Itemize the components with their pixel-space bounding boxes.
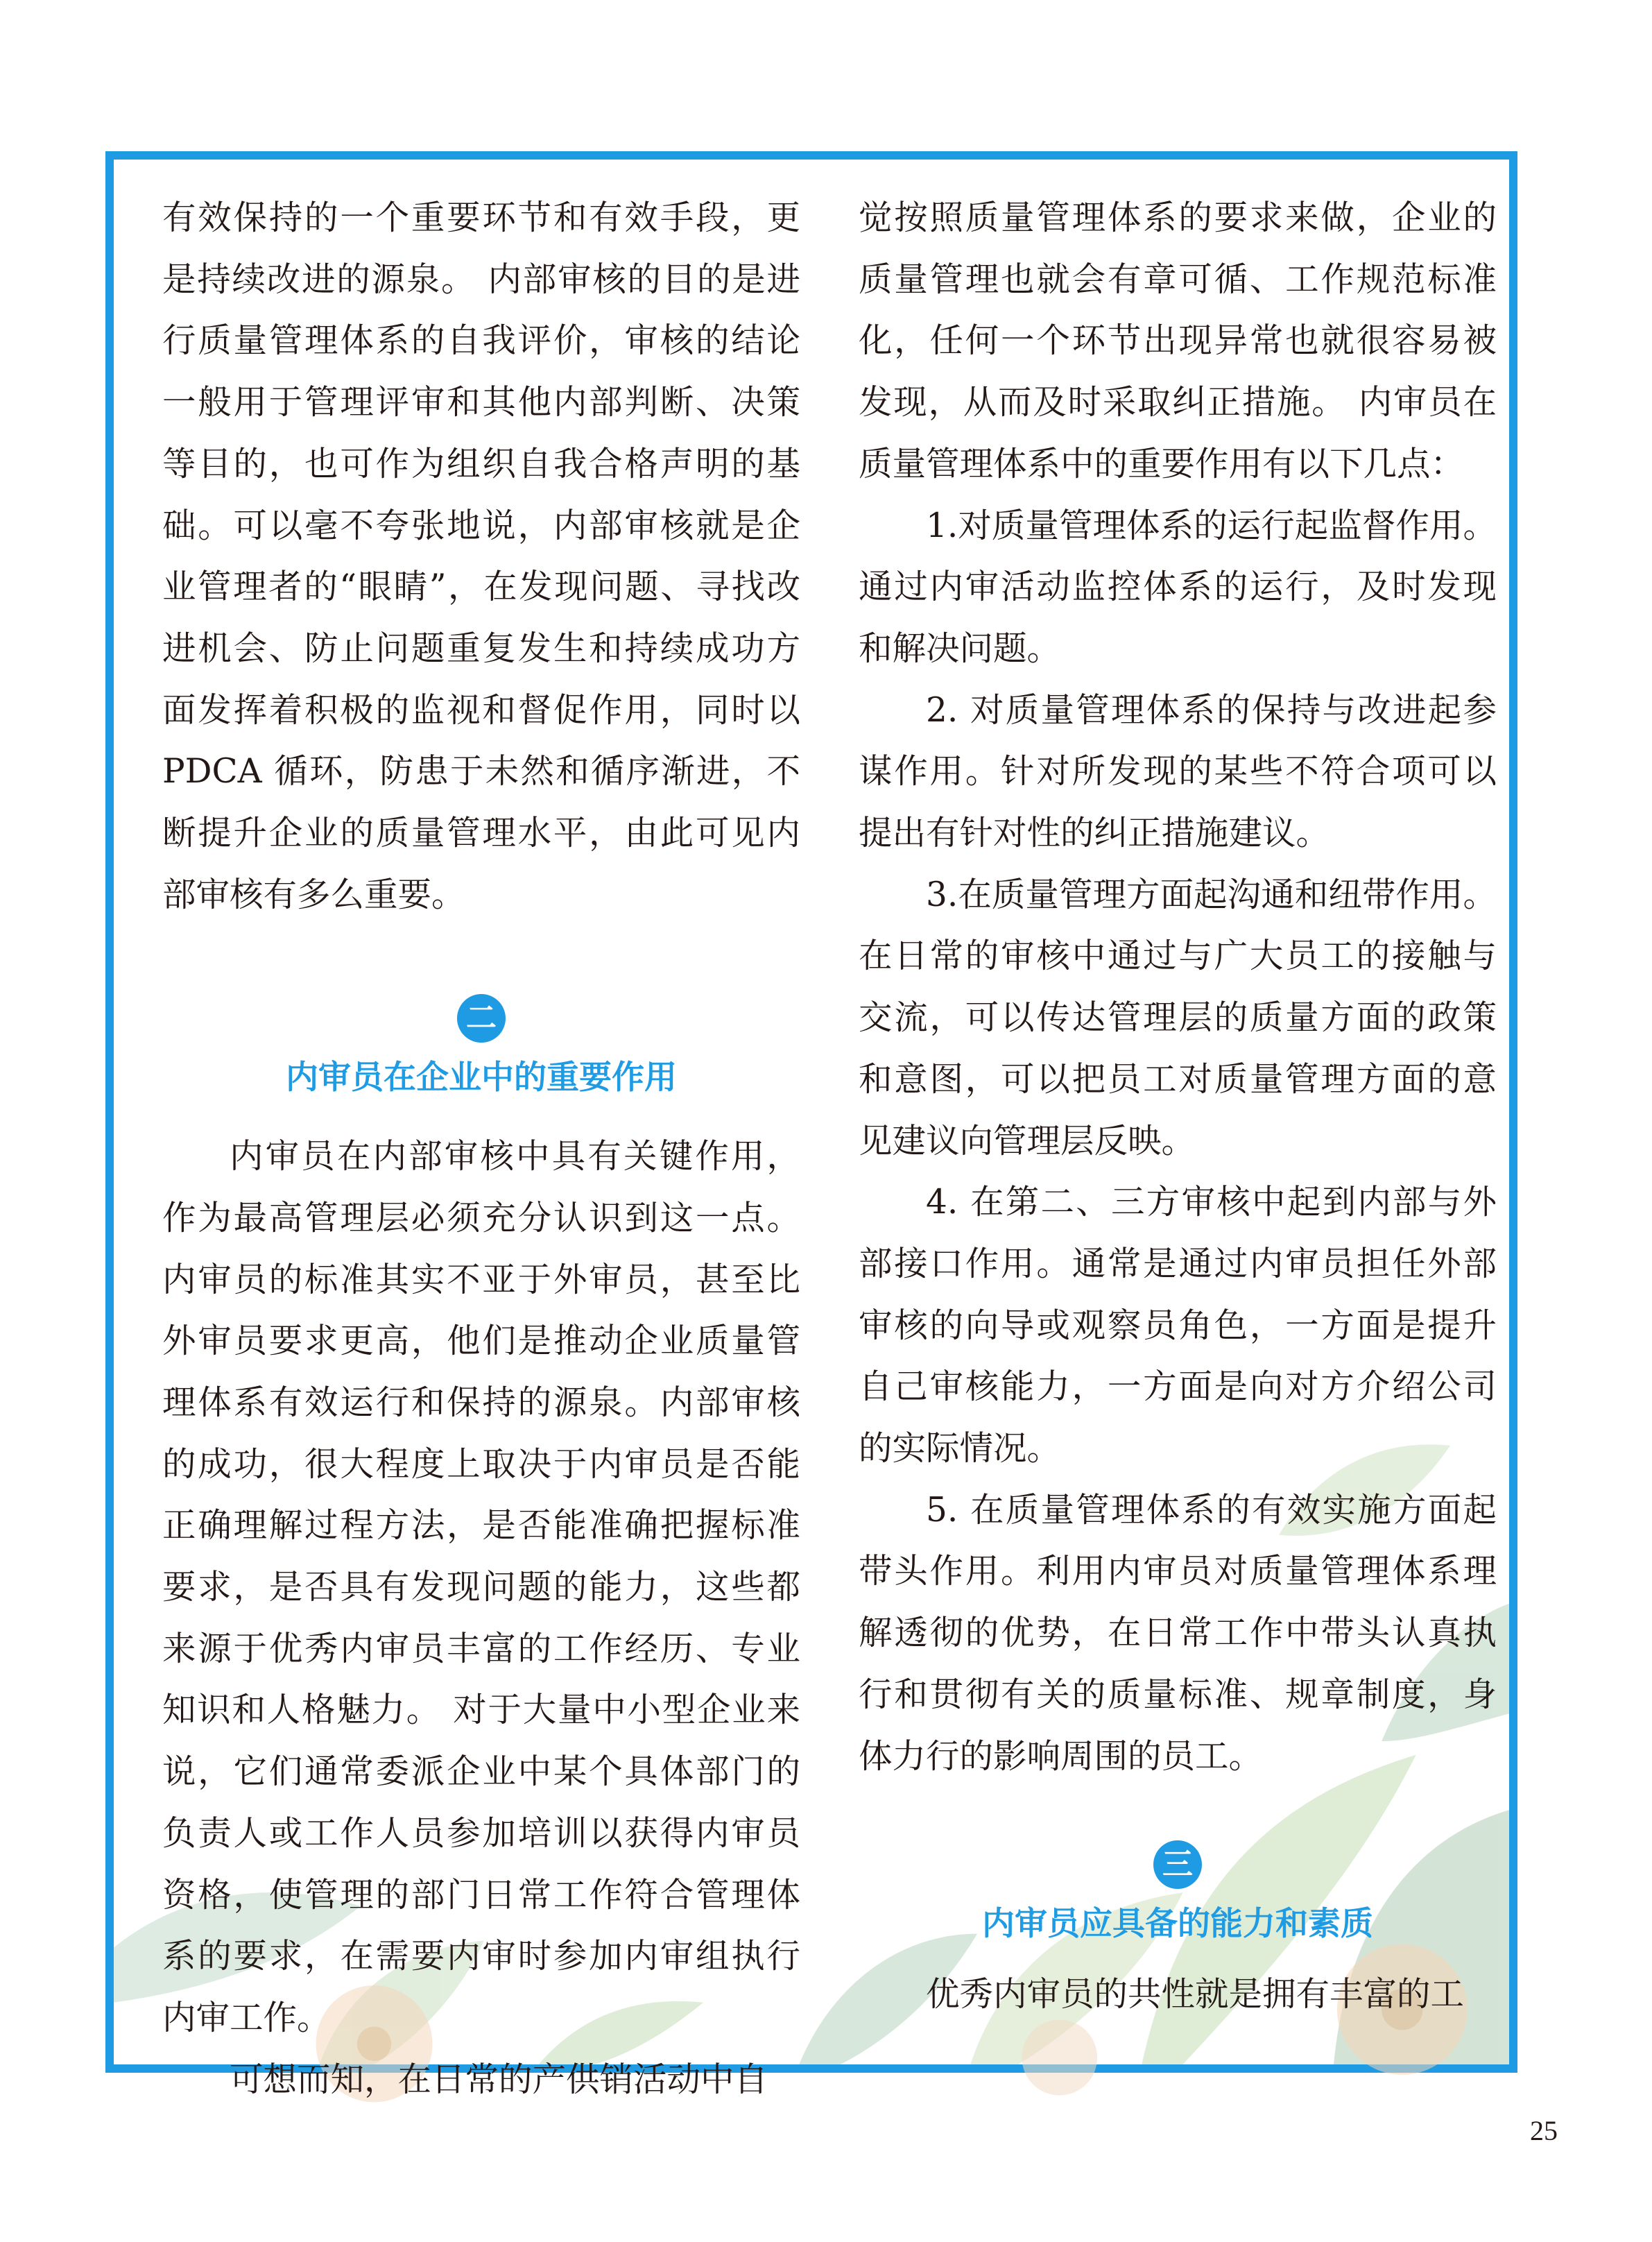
section-title: 内审员在企业中的重要作用 xyxy=(286,1059,677,1097)
section-number-badge: 二 xyxy=(457,994,506,1043)
paragraph: 可想而知，在日常的产供销活动中自 xyxy=(230,2060,768,2099)
section-heading xyxy=(859,1833,1497,1956)
list-item: 4. 在第二、三方审核中起到内部与外部接口作用。通常是通过内审员担任外部审核的向导或观察员角色，一方面是提升自己审核能力，一方面是向对方介绍公司的实际情况。 xyxy=(859,1183,1497,1469)
list-item: 3.在质量管理方面起沟通和纽带作用。在日常的审核中通过与广大员工的接触与交流，可以传达管理层的质量方面的政策和意图，可以把员工对质量管理方面的意见建议向管理层反映。 xyxy=(859,875,1497,1161)
section-number-badge: 三 xyxy=(1153,1840,1202,1889)
paragraph: 优秀内审员的共性就是拥有丰富的工 xyxy=(926,1974,1465,2014)
right-column xyxy=(859,187,1497,2026)
list-item: 2. 对质量管理体系的保持与改进起参谋作用。针对所发现的某些不符合项可以提出有针对性的纠正措施建议。 xyxy=(859,690,1497,853)
section-title: 内审员应具备的能力和素质 xyxy=(982,1904,1373,1943)
list-item: 5. 在质量管理体系的有效实施方面起带头作用。利用内审员对质量管理体系理解透彻的优势，在日常工作中带头认真执行和贯彻有关的质量标准、规章制度，身体力行的影响周围的员工。 xyxy=(859,1490,1497,1776)
flower-decoration xyxy=(1022,2020,1097,2096)
page-number: 25 xyxy=(1530,2115,1558,2146)
paragraph: 有效保持的一个重要环节和有效手段，更是持续改进的源泉。 内部审核的目的是进行质量管理体系的自我评价，审核的结论一般用于管理评审和其他内部判断、决策等目的，也可作为组织自我合格声明的基础。可以毫不夸张地说，内部审核就是企业管理者的“眼睛”，在发现问题、寻找改进机会、防止问题重复发生和持续成功方面发挥着积极的监视和督促作用，同时以 PDCA 循环，防患于未然和循序渐进，不断提升企业的质量管理水平，由此可见内部审核有多么重要。 xyxy=(162,198,800,914)
left-column xyxy=(162,187,800,2110)
paragraph: 内审员在内部审核中具有关键作用，作为最高管理层必须充分认识到这一点。内审员的标准其实不亚于外审员，甚至比外审员要求更高，他们是推动企业质量管理体系有效运行和保持的源泉。内部审核的成功，很大程度上取决于内审员是否能正确理解过程方法，是否能准确把握标准要求，是否具有发现问题的能力，这些都来源于优秀内审员丰富的工作经历、专业知识和人格魅力。 对于大量中小型企业来说，它们通常委派企业中某个具体部门的负责人或工作人员参加培训以获得内审员资格，使管理的部门日常工作符合管理体系的要求，在需要内审时参加内审组执行内审工作。 xyxy=(162,1137,800,2037)
section-heading xyxy=(162,986,800,1109)
paragraph: 觉按照质量管理体系的要求来做，企业的质量管理也就会有章可循、工作规范标准化，任何一个环节出现异常也就很容易被发现，从而及时采取纠正措施。 内审员在质量管理体系中的重要作用有以下几点： xyxy=(859,198,1497,484)
article-frame xyxy=(105,151,1517,2099)
list-item: 1.对质量管理体系的运行起监督作用。通过内审活动监控体系的运行，及时发现和解决问题。 xyxy=(859,506,1497,668)
